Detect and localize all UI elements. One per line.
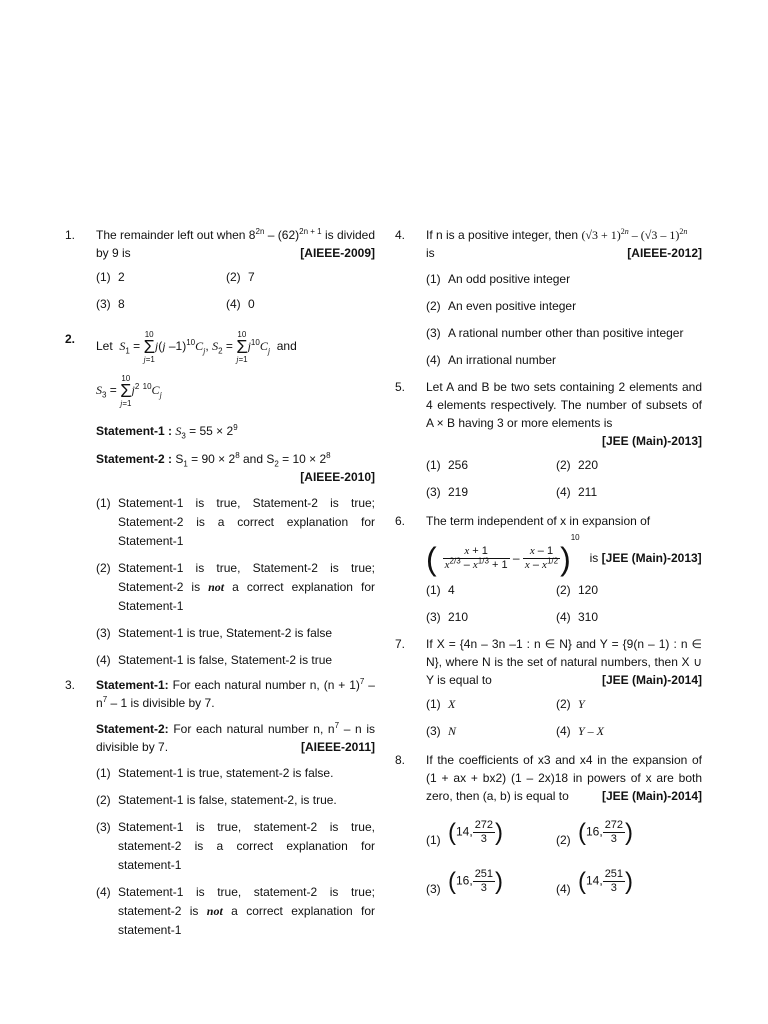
options (426, 270, 702, 370)
option-2[interactable]: (2) Statement-1 is true, Statement-2 is true; Statement-2 is not a correct explanation for Statement-1 (96, 561, 375, 613)
question-text: Let $S_1 = 10$ Σ j=1j(j $-1)^{10}C_j$, $S_2 = 10$ Σ $j=1j^{10}C_j$ and $S_3 = 10$ Σ $j=1j^2$ $^{10}C_j$ (96, 330, 297, 408)
expression: ( $\frac{x + 1}{x^{2/3} - x^{1/3} + 1}$ – $\frac{x - 1}{x - x^{1/2}}$ )$^{10}$ is [JEE (Main)-2013] (426, 533, 702, 577)
option-4[interactable]: (4) Y – X (556, 723, 605, 738)
options (96, 494, 375, 670)
question-number: 1. (65, 228, 76, 242)
question-8 (395, 751, 702, 895)
option-2[interactable]: (2) (16, $\frac{272}{3}$ ) (556, 818, 634, 847)
option-3[interactable]: (3) Statement-1 is true, statement-2 is true, statement-2 is a correct explanation for statement-1 (96, 820, 375, 872)
statement-2: Statement-2 : $S_1 = 90 \times 2^8$ and $S_2 = 10 \times 2^8$ (96, 451, 331, 469)
option-2[interactable]: (2) An even positive integer (426, 299, 577, 313)
options (426, 695, 702, 741)
right-column (395, 226, 702, 895)
question-number: 3. (65, 678, 76, 692)
option-3[interactable]: (3) N (426, 723, 457, 738)
option-2[interactable]: (2) 220 (556, 458, 599, 472)
option-3[interactable]: (3) 8 (96, 297, 125, 311)
option-1[interactable]: (1) An odd positive integer (426, 272, 571, 286)
question-number: 2. (65, 332, 76, 346)
option-4[interactable]: (4) 310 (556, 609, 599, 624)
question-number: 5. (395, 380, 406, 394)
option-2[interactable]: (2) 7 (226, 270, 255, 284)
exam-tag: [JEE (Main)-2014] (601, 672, 702, 687)
question-text: Let A and B be two sets containing 2 elements and 4 elements respectively. The number of subsets of A × B having 3 or more elements is (426, 380, 702, 430)
option-1[interactable]: (1) X (426, 696, 456, 711)
option-1[interactable]: (1) Statement-1 is true, Statement-2 is true; Statement-2 is a correct explanation for Statement-1 (96, 496, 375, 548)
exam-tag: [AIEEE-2010] (300, 470, 375, 484)
exam-tag: [AIEEE-2011] (300, 740, 375, 754)
exam-tag: [JEE (Main)-2013] (601, 551, 702, 565)
question-text: If the coefficients of x3 and x4 in the expansion of (1 + ax + bx2) (1 – 2x)18 in powers of x are both zero, then (a, b) is equal to [JEE (Main)-2014] (426, 752, 702, 803)
question-7 (395, 635, 702, 741)
options (426, 581, 702, 627)
statement-2: Statement-2: For each natural number n, $n^7$ – n is divisible by 7. [AIEEE-2011] (96, 721, 375, 754)
exam-tag: [JEE (Main)-2014] (601, 788, 702, 803)
option-3[interactable]: (3) A rational number other than positive integer (426, 326, 684, 340)
options (426, 819, 702, 895)
question-text: If X = {4n – 3n –1 : n ∈ N} and Y = {9(n – 1) : n ∈ N}, where N is the set of natural numbers, then X ∪ Y is equal to [JEE (Main)-2014] (426, 636, 702, 687)
exam-tag: [AIEEE-2012] (627, 246, 702, 260)
option-2[interactable]: (2) Y (556, 696, 585, 711)
option-4[interactable]: (4) An irrational number (426, 353, 557, 367)
question-text: The remainder left out when $8^{2n} - (62)^{2n + 1}$ is divided by 9 is [AIEEE-2009] (96, 227, 376, 260)
option-4[interactable]: (4) (14, $\frac{251}{3}$ ) (556, 867, 634, 896)
options (96, 764, 375, 940)
question-3 (65, 676, 375, 940)
statement-1: Statement-1: For each natural number n, $(n + 1)^7 - n^7 - 1$ is divisible by 7. (96, 677, 375, 710)
question-4: 4. If n is a positive integer, then $(√3 + 1)^{2n} - (√3 - 1)^{2n}$ is [AIEEE-2012] (1) An odd positive integer (2) An even positive integer (3) A rational number other than positive integer (4) An irrational number (395, 226, 702, 370)
question-number: 8. (395, 752, 406, 767)
option-3[interactable]: (3) (16, $\frac{251}{3}$ ) (426, 867, 504, 896)
left-column (65, 226, 375, 940)
option-2[interactable]: (2) 120 (556, 582, 599, 597)
question-5 (395, 378, 702, 502)
question-2 (65, 330, 375, 670)
option-3[interactable]: (3) Statement-1 is true, Statement-2 is false (96, 626, 333, 640)
question-number: 4. (395, 228, 406, 242)
option-4[interactable]: (4) 211 (556, 485, 598, 499)
question-1 (65, 226, 375, 314)
option-1[interactable]: (1) (14, $\frac{272}{3}$ ) (426, 818, 504, 847)
question-6 (395, 512, 702, 627)
question-text: If n is a positive integer, then $(√3 + 1)^{2n} - (√3 - 1)^{2n}$ (426, 227, 688, 242)
option-3[interactable]: (3) 219 (426, 485, 469, 499)
exam-tag: [JEE (Main)-2013] (601, 434, 702, 448)
option-1[interactable]: (1) Statement-1 is true, statement-2 is false. (96, 766, 334, 780)
option-1[interactable]: (1) 4 (426, 582, 455, 597)
statement-1: Statement-1 : $S_3 = 55 \times 2^9$ (96, 423, 238, 441)
option-2[interactable]: (2) Statement-1 is false, statement-2, is true. (96, 793, 337, 807)
option-4[interactable]: (4) 0 (226, 297, 255, 311)
options (426, 456, 702, 502)
option-3[interactable]: (3) 210 (426, 609, 469, 624)
option-4[interactable]: (4) Statement-1 is true, statement-2 is true; statement-2 is not a correct explanation for statement-1 (96, 885, 375, 937)
option-1[interactable]: (1) 2 (96, 270, 125, 284)
question-number: 6. (395, 514, 406, 528)
options (96, 268, 375, 314)
question-text: The term independent of x in expansion of (426, 514, 651, 528)
option-1[interactable]: (1) 256 (426, 458, 469, 472)
option-4[interactable]: (4) Statement-1 is false, Statement-2 is true (96, 653, 333, 667)
question-number: 7. (395, 636, 406, 651)
exam-tag: [AIEEE-2009] (300, 246, 375, 260)
